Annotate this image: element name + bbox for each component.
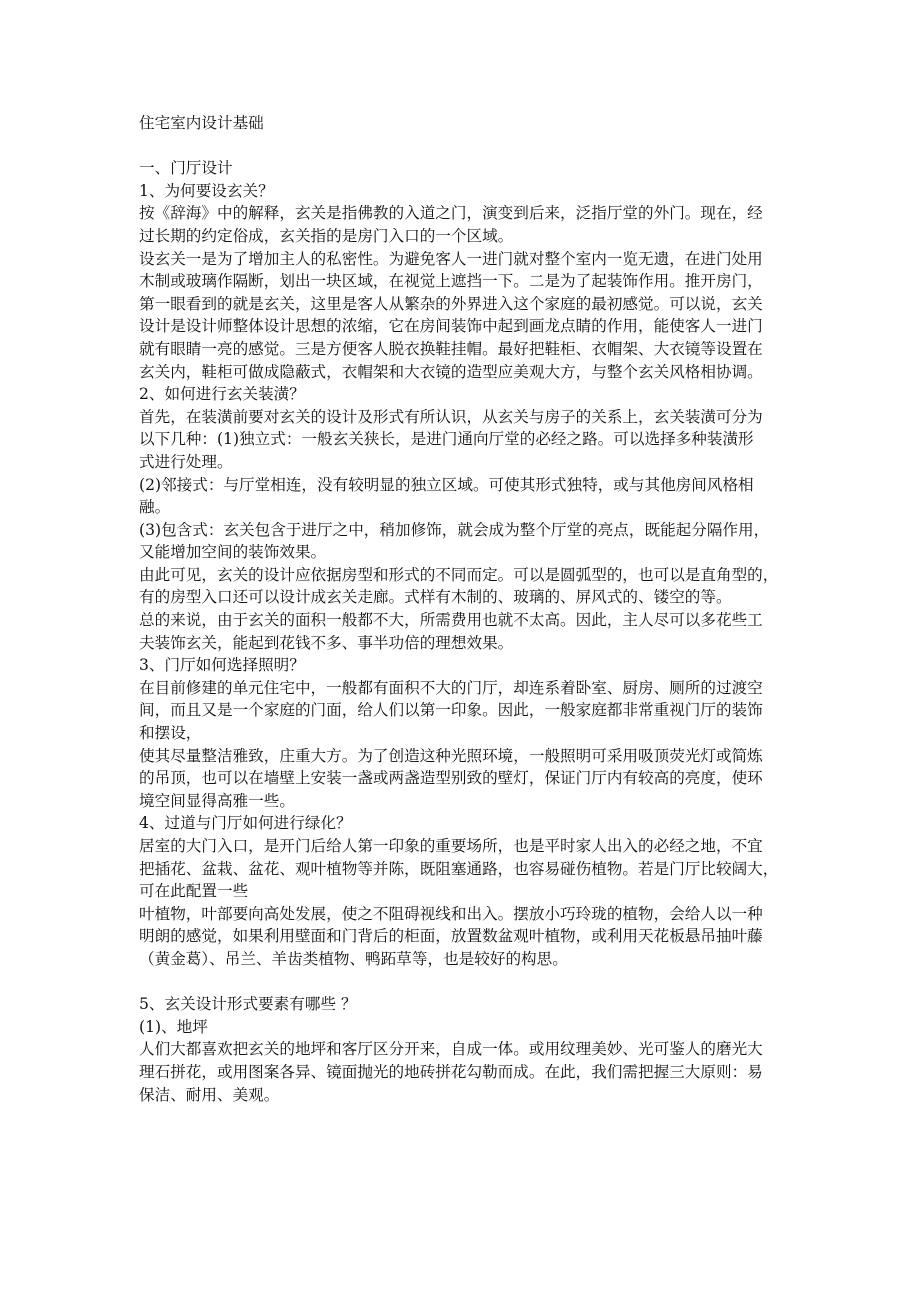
text-line: 以下几种：(1)独立式：一般玄关狭长，是进门通向厅堂的必经之路。可以选择多种装潢形 xyxy=(139,430,754,449)
text-line: 总的来说，由于玄关的面积一般都不大，所需费用也就不太高。因此，主人尽可以多花些工 xyxy=(139,611,763,630)
text-line: (2)邻接式：与厅堂相连，没有较明显的独立区域。可使其形式独特，或与其他房间风格相 xyxy=(139,475,754,494)
text-line xyxy=(139,971,783,994)
text-line: 使其尽量整洁雅致，庄重大方。为了创造这种光照环境，一般照明可采用吸顶荧光灯或简炼 xyxy=(139,746,763,765)
text-line: 第一眼看到的就是玄关，这里是客人从繁杂的外界进入这个家庭的最初感觉。可以说，玄关 xyxy=(139,294,763,313)
text-line: 玄关内，鞋柜可做成隐蔽式，衣帽架和大衣镜的造型应美观大方，与整个玄关风格相协调。 xyxy=(139,362,763,381)
text-line: （黄金葛）、吊兰、羊齿类植物、鸭跖草等，也是较好的构思。 xyxy=(139,949,568,968)
text-line: 融。 xyxy=(139,498,171,517)
text-line: 理石拼花，或用图案各异、镜面抛光的地砖拼花勾勒而成。在此，我们需把握三大原则：易 xyxy=(139,1062,763,1081)
text-line: 由此可见，玄关的设计应依据房型和形式的不同而定。可以是圆弧型的，也可以是直角型的， xyxy=(139,565,779,584)
text-line: 的吊顶，也可以在墙壁上安装一盏或两盏造型别致的壁灯，保证门厅内有较高的亮度，使环 xyxy=(139,769,763,788)
sub-heading: (1)、地坪 xyxy=(139,1017,208,1036)
text-line: 人们大都喜欢把玄关的地坪和客厅区分开来，自成一体。或用纹理美妙、光可鉴人的磨光大 xyxy=(139,1040,763,1059)
document-title: 住宅室内设计基础 xyxy=(139,114,264,132)
text-line: 有的房型入口还可以设计成玄关走廊。式样有木制的、玻璃的、屏风式的、镂空的等。 xyxy=(139,588,732,607)
text-line xyxy=(139,135,783,158)
text-line: 境空间显得高雅一些。 xyxy=(139,791,295,810)
text-line: 设计是设计师整体设计思想的浓缩，它在房间装饰中起到画龙点睛的作用，能使客人一进门 xyxy=(139,317,763,336)
text-line: (3)包含式：玄关包含于进厅之中，稍加修饰，就会成为整个厅堂的亮点，既能起分隔作用， xyxy=(139,520,770,539)
text-line: 夫装饰玄关，能起到花钱不多、事半功倍的理想效果。 xyxy=(139,633,514,652)
text-line: 明朗的感觉，如果利用壁面和门背后的柜面，放置数盆观叶植物，或利用天花板悬吊抽叶藤 xyxy=(139,927,763,946)
text-line: 可在此配置一些 xyxy=(139,882,249,901)
text-line: 按《辞海》中的解释，玄关是指佛教的入道之门，演变到后来，泛指厅堂的外门。现在，经 xyxy=(139,204,763,223)
text-line: 设玄关一是为了增加主人的私密性。为避免客人一进门就对整个室内一览无遗，在进门处用 xyxy=(139,249,763,268)
question-heading: 1、为何要设玄关？ xyxy=(139,181,274,200)
text-line: 和摆设， xyxy=(139,724,202,743)
text-line: 就有眼睛一亮的感觉。三是方便客人脱衣换鞋挂帽。最好把鞋柜、衣帽架、大衣镜等设置在 xyxy=(139,339,763,358)
text-line: 保洁、耐用、美观。 xyxy=(139,1085,280,1104)
document-page xyxy=(139,112,783,1106)
question-heading: 5、玄关设计形式要素有哪些 ？ xyxy=(139,995,357,1014)
text-line: 过长期的约定俗成，玄关指的是房门入口的一个区域。 xyxy=(139,226,514,245)
question-heading: 4、过道与门厅如何进行绿化？ xyxy=(139,814,352,833)
text-line: 把插花、盆栽、盆花、观叶植物等并陈，既阻塞通路，也容易碰伤植物。若是门厅比较阔大， xyxy=(139,859,779,878)
text-line: 木制或玻璃作隔断，划出一块区域，在视觉上遮挡一下。二是为了起装饰作用。推开房门， xyxy=(139,272,763,291)
text-line: 叶植物，叶部要向高处发展，使之不阻碍视线和出入。摆放小巧玲珑的植物，会给人以一种 xyxy=(139,904,763,923)
text-line: 在目前修建的单元住宅中，一般都有面积不大的门厅，却连系着卧室、厨房、厕所的过渡空 xyxy=(139,678,763,697)
text-line: 居室的大门入口，是开门后给人第一印象的重要场所，也是平时家人出入的必经之地，不宜 xyxy=(139,837,763,855)
section-heading: 一、门厅设计 xyxy=(139,159,233,178)
text-line: 间，而且又是一个家庭的门面，给人们以第一印象。因此，一般家庭都非常重视门厅的装饰 xyxy=(139,701,763,720)
text-line: 又能增加空间的装饰效果。 xyxy=(139,543,327,562)
question-heading: 2、如何进行玄关装潢？ xyxy=(139,385,305,404)
question-heading: 3、门厅如何选择照明？ xyxy=(139,656,305,675)
document-body xyxy=(139,135,783,1107)
text-line: 首先，在装潢前要对玄关的设计及形式有所认识，从玄关与房子的关系上，玄关装潢可分为 xyxy=(139,407,763,426)
text-line: 式进行处理。 xyxy=(139,452,233,471)
